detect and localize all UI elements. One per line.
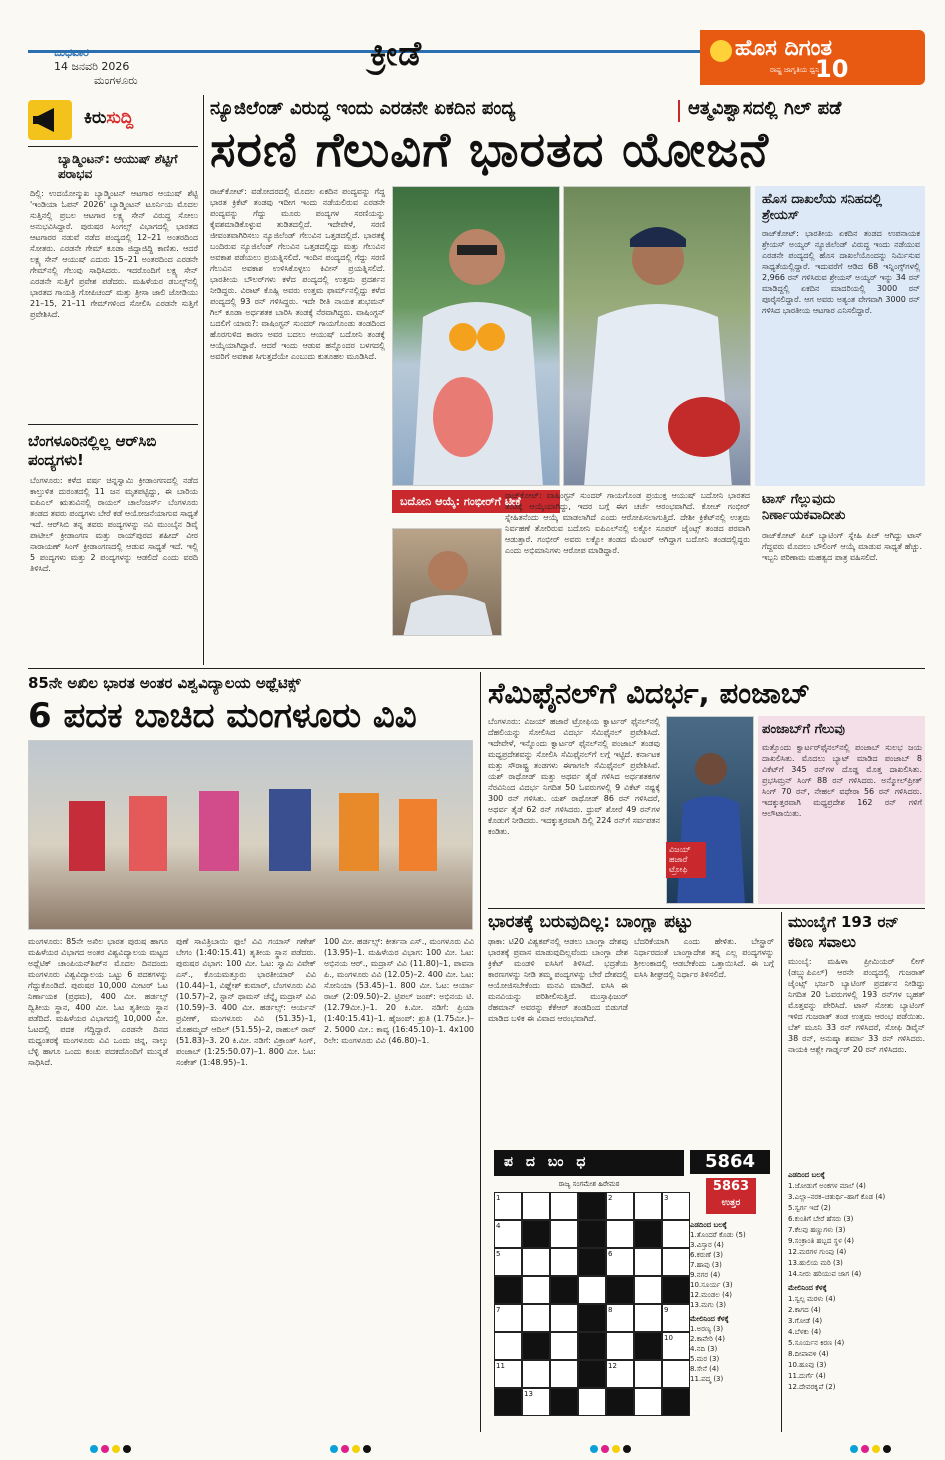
crossword-cell [634, 1332, 662, 1360]
crossword-cell[interactable] [522, 1304, 550, 1332]
lead-kicker: ನ್ಯೂಜಿಲೆಂಡ್ ವಿರುದ್ಧ ಇಂದು ಎರಡನೇ ಏಕದಿನ ಪಂದ್ಯ [210, 98, 516, 119]
crossword-cell [550, 1276, 578, 1304]
crossword-title: ಪ ದ ಬಂ ಧ [494, 1150, 684, 1176]
answer-label: ಉತ್ತರ [721, 1198, 741, 1208]
crossword-clue: 4.ಬೆಳಕು (4) [788, 1328, 822, 1336]
day-label: ಬುಧವಾರ [54, 46, 89, 59]
section-title: ಕ್ರೀಡೆ [370, 34, 423, 74]
crossword-clue: 1.ತೊಂದರೆ ಕೊಡು (5) [690, 1231, 746, 1239]
crossword-cell[interactable] [662, 1248, 690, 1276]
cmyk-marks-far [850, 1438, 894, 1457]
story2-title: ಬೆಂಗಳೂರಿನಲ್ಲಿಲ್ಲ ಆರ್‌ಸಿಬಿ ಪಂದ್ಯಗಳು! [28, 432, 157, 469]
clues-right [788, 1181, 925, 1280]
crossword-cell[interactable]: 10 [662, 1332, 690, 1360]
crossword-clue: 12.ದೇವರಕೃಪೆ (2) [788, 1383, 836, 1391]
crossword-clue: 11.ಪದ್ಮ (3) [690, 1375, 724, 1383]
section-rule [28, 668, 925, 669]
kohli-figure [393, 187, 560, 486]
crossword-cell [578, 1332, 606, 1360]
edition-date [54, 46, 138, 88]
runners-figure [29, 741, 473, 930]
crossword-clue: 5.ಸ್ವರ್ಗ ಇದೆ (2) [788, 1204, 831, 1212]
crossword-cell [494, 1388, 522, 1416]
crossword-cell[interactable] [522, 1276, 550, 1304]
kiru-divider-2 [28, 424, 198, 425]
crossword-cell[interactable]: 7 [494, 1304, 522, 1332]
crossword-clue: 11.ದುರ್ಗೆ (4) [788, 1372, 826, 1380]
suddi-label: ಸುದ್ದಿ [106, 108, 134, 128]
crossword-clue: 6.ಕುಂತಿಗೆ ಬೇರೆ ಹೆಸರು (3) [788, 1215, 854, 1223]
story2-body: ಬೆಂಗಳೂರು: ಕಳೆದ ವರ್ಷ ಚಿನ್ನಸ್ವಾಮಿ ಕ್ರೀಡಾಂಗಣದಲ್ಲಿ ನಡೆದ ಕಾಲ್ತುಳಿತ ದುರಂತದಲ್ಲಿ 11 ಜನ ಮೃತಪಟ್ಟಿದ್ದು, ಈ ಬಾರಿಯ ಐಪಿಎಲ್ ಋತುವಿನಲ್ಲಿ ರಾಯಲ್ ಚಾಲೆಂಜರ್ಸ್ ಬೆಂಗಳೂರು ತಂಡದ ತವರು ಪಂದ್ಯಗಳು ಬೇರೆ ಕಡೆ ಆಯೋಜನೆಯಾಗುವ ಸಾಧ್ಯತೆ ಇದೆ. ಆರ್‌ಸಿಬಿ ತನ್ನ ತವರು ಪಂದ್ಯಗಳನ್ನು ನವಿ ಮುಂಬೈನ ಡಿವೈ ಪಾಟೀಲ್ ಕ್ರೀಡಾಂಗಣ ಮತ್ತು ರಾಯ್‌ಪುರದ ಶಹೀದ್ ವೀರ ನಾರಾಯಣ್ ಸಿಂಗ್ ಕ್ರೀಡಾಂಗಣದಲ್ಲಿ ಆಡುವ ಸಾಧ್ಯತೆ ಇದೆ. ಇಲ್ಲಿ 5 ಪಂದ್ಯಗಳು ಮತ್ತು 2 ಪಂದ್ಯಗಳನ್ನು ಆಡಲಿದೆ ಎಂದು ವರದಿ ತಿಳಿಸಿದೆ. [30, 476, 198, 573]
crossword-cell[interactable] [494, 1332, 522, 1360]
crossword-clue: 8.ದೀಪಾವಳಿ (4) [788, 1350, 829, 1358]
down-clues [690, 1324, 780, 1384]
crossword-cell[interactable]: 3 [662, 1192, 690, 1220]
crossword-number: 5864 [690, 1150, 770, 1174]
crossword-cell[interactable] [606, 1220, 634, 1248]
crossword-cell [662, 1276, 690, 1304]
section-rule-2 [488, 908, 925, 909]
crossword-cell[interactable] [634, 1360, 662, 1388]
crossword-clue: 5.ಸೂರ್ಯನ ಕಿರಣ (4) [788, 1339, 845, 1347]
crossword-cell[interactable] [522, 1360, 550, 1388]
clues-right2 [788, 1294, 925, 1393]
crossword-clue: 7.ಹಾವು (3) [690, 1261, 722, 1269]
crossword-clues-right [788, 1170, 925, 1430]
crossword-clue: 9.ಸಂಕ್ರಾಂತಿ ಹಬ್ಬದ ಸ್ಥಳ (4) [788, 1237, 854, 1245]
crossword-cell [578, 1248, 606, 1276]
date-label: 14 ಜನವರಿ 2026 [54, 60, 130, 73]
bangla-body: ಢಾಕಾ: ಟಿ20 ವಿಶ್ವಕಪ್‌ನಲ್ಲಿ ಆಡಲು ಬಾಂಗ್ಲಾ ದೇಶವು ಭಾರತಕ್ಕೆ ಪ್ರವಾಸ ಮಾಡುವುದಿಲ್ಲವೆಂದು ಬಾಂಗ್ಲಾ ದೇಶ ಕ್ರಿಕೆಟ್ ಮಂಡಳಿ ಐಸಿಸಿಗೆ ತಿಳಿಸಿದೆ. ಭದ್ರತೆಯ ಕಾರಣಗಳನ್ನು ನೀಡಿ ತಮ್ಮ ಪಂದ್ಯಗಳನ್ನು ಬೇರೆ ದೇಶದಲ್ಲಿ ಆಯೋಜಿಸಬೇಕೆಂದು ಮನವಿ ಮಾಡಿದೆ. ಐಸಿಸಿ ಈ ಮನವಿಯನ್ನು ಪರಿಶೀಲಿಸುತ್ತಿದೆ. ಮುಸ್ತಾಫಿಜುರ್ ರೆಹಮಾನ್ ಅವರನ್ನು ಕೆಕೆಆರ್ ತಂಡದಿಂದ ಬಿಡುಗಡೆ ಮಾಡಿದ ಬಳಿಕ ಈ ವಿವಾದ ಆರಂಭವಾಗಿದೆ. [488, 937, 628, 1023]
across-clues [690, 1230, 780, 1310]
crossword-cell[interactable] [634, 1192, 662, 1220]
mumbai-body: ಮುಂಬೈ: ಮಹಿಳಾ ಪ್ರೀಮಿಯರ್ ಲೀಗ್ (ಡಬ್ಲ್ಯುಪಿಎಲ್) ಆರನೇ ಪಂದ್ಯದಲ್ಲಿ ಗುಜರಾತ್ ಜೈಂಟ್ಸ್ ಭರ್ಜರಿ ಬ್ಯಾಟಿಂಗ್ ಪ್ರದರ್ಶನ ನೀಡಿದ್ದು ನಿಗದಿತ 20 ಓವರುಗಳಲ್ಲಿ 193 ರನ್‌ಗಳ ಬೃಹತ್ ಮೊತ್ತವನ್ನು ಪೇರಿಸಿದೆ. ಟಾಸ್ ಸೋತು ಬ್ಯಾಟಿಂಗ್ ಇಳಿದ ಗುಜರಾತ್ ತಂಡ ಉತ್ತಮ ಆರಂಭ ಪಡೆಯಿತು. ಬೆತ್ ಮೂನಿ 33 ರನ್ ಗಳಿಸಿದರೆ, ಸೋಫಿ ಡಿವೈನ್ 38 ರನ್, ಅನುಷ್ಕಾ ಶರ್ಮಾ 33 ರನ್ ಗಳಿಸಿದರು. ನಾಯಕಿ ಆಶ್ಲೇ ಗಾರ್ಡ್ನರ್ 20 ರನ್ ಗಳಿಸಿದರು. [788, 957, 925, 1054]
answer-number: 5863 [712, 1179, 750, 1194]
punjab-title: ಪಂಜಾಬ್‌ಗೆ ಗೆಲುವು [762, 722, 845, 737]
semi-photo-tag: ವಿಜಯ್ ಹಜಾರೆ ಟ್ರೋಫಿ [666, 842, 706, 878]
semi-body: ಬೆಂಗಳೂರು: ವಿಜಯ್ ಹಜಾರೆ ಟ್ರೋಫಿಯ ಕ್ವಾರ್ಟರ್ ಫೈನಲ್‌ನಲ್ಲಿ ದೆಹಲಿಯನ್ನು ಸೋಲಿಸಿದ ವಿದರ್ಭ ಸೆಮಿಫೈನಲ್ ಪ್ರವೇಶಿಸಿದೆ. ಇದೇವೇಳೆ, ಇನ್ನೊಂದು ಕ್ವಾರ್ಟರ್ ಫೈನಲ್‌ನಲ್ಲಿ ಪಂಜಾಬ್ ತಂಡವು ಮಧ್ಯಪ್ರದೇಶವನ್ನು ಸೋಲಿಸಿ ಸೆಮಿಫೈನಲ್‌ಗೆ ಲಗ್ಗೆ ಇಟ್ಟಿದೆ. ಕರ್ನಾಟಕ ಮತ್ತು ಸೌರಾಷ್ಟ್ರ ತಂಡಗಳು ಈಗಾಗಲೇ ಸೆಮಿಫೈನಲ್ ಪ್ರವೇಶಿಸಿವೆ. ಯಶ್ ರಾಥೋಡ್ ಮತ್ತು ಅಥರ್ವ ತೈಡೆ ಗಳಿಸಿದ ಅರ್ಧಶತಕಗಳ ನೆರವಿನಿಂದ ವಿದರ್ಭ ನಿಗದಿತ 50 ಓವರುಗಳಲ್ಲಿ 9 ವಿಕೆಟ್ ನಷ್ಟಕ್ಕೆ 300 ರನ್ ಗಳಿಸಿತು. ಯಶ್ ರಾಥೋಡ್ 86 ರನ್ ಗಳಿಸಿದರೆ, ಅಥರ್ವ ತೈಡೆ 62 ರನ್ ಗಳಿಸಿದರು. ಧ್ರುವ್ ಶೋರೆ 49 ರನ್‌ಗಳ ಕೊಡುಗೆ ನೀಡಿದರು. ಇದಕ್ಕುತ್ತರವಾಗಿ ದಿಲ್ಲಿ 224 ರನ್‌ಗೆ ಸರ್ವಪತನ ಕಂಡಿತು. [488, 717, 660, 836]
crossword-clue: 12.ಮರಗಳ ಗುಂಪು (4) [788, 1248, 847, 1256]
crossword-cell[interactable]: 5 [494, 1248, 522, 1276]
crossword-grid[interactable] [494, 1192, 690, 1416]
across-label: ಎಡದಿಂದ ಬಲಕ್ಕೆ [690, 1221, 727, 1229]
badoni-figure [393, 529, 502, 636]
iyer-body: ರಾಜ್‌ಕೋಟ್: ಭಾರತೀಯ ಏಕದಿನ ತಂಡದ ಉಪನಾಯಕ ಶ್ರೇಯಸ್ ಅಯ್ಯರ್ ನ್ಯೂಜಿಲೆಂಡ್ ವಿರುದ್ಧ ಇಂದು ನಡೆಯುವ ಎರಡನೇ ಪಂದ್ಯದಲ್ಲಿ ಹೊಸ ದಾಖಲೆಯೊಂದನ್ನು ನಿರ್ಮಿಸುವ ಸಾಧ್ಯತೆಯಲ್ಲಿದ್ದಾರೆ. ಇದುವರೆಗೆ ಆಡಿದ 68 ಇನ್ನಿಂಗ್ಸ್‌ಗಳಲ್ಲಿ 2,966 ರನ್ ಗಳಿಸಿರುವ ಶ್ರೇಯಸ್ ಅಯ್ಯರ್ ಇನ್ನು 34 ರನ್ ಮಾಡಿದ್ದಲ್ಲಿ ಏಕದಿನ ಮಾದರಿಯಲ್ಲಿ 3000 ರನ್ ಪೂರೈಸಲಿದ್ದಾರೆ. ಆಗ ಅವರು ಅತ್ಯಂತ ವೇಗವಾಗಿ 3000 ರನ್ ಗಳಿಸಿದ ಭಾರತೀಯ ಆಟಗಾರ ಎನಿಸಲಿದ್ದಾರೆ. [762, 229, 920, 315]
crossword-cell[interactable] [606, 1332, 634, 1360]
crossword-cell [522, 1332, 550, 1360]
crossword-clue: 12.ಮಂಡಲ (4) [690, 1291, 733, 1299]
kiru-label: ಕಿರು [84, 108, 107, 128]
rahul-figure [564, 187, 751, 486]
athletics-headline: 6 ಪದಕ ಬಾಚಿದ ಮಂಗಳೂರು ವಿವಿ [28, 696, 417, 736]
crossword-cell [550, 1388, 578, 1416]
crossword-cell[interactable]: 1 [494, 1192, 522, 1220]
crossword-cell [606, 1388, 634, 1416]
crossword-cell[interactable] [550, 1360, 578, 1388]
crossword-cell[interactable] [522, 1192, 550, 1220]
crossword-cell[interactable] [550, 1248, 578, 1276]
badoni-photo [392, 528, 502, 636]
crossword-cell [522, 1220, 550, 1248]
crossword-cell [606, 1276, 634, 1304]
crossword-clue: 3.ವಿಸ್ತಾರ (4) [690, 1241, 724, 1249]
crossword-cell [494, 1276, 522, 1304]
cmyk-marks-mid [330, 1438, 374, 1457]
cmyk-marks-left [90, 1438, 134, 1457]
city-label: ಮಂಗಳೂರು [94, 74, 138, 87]
crossword-cell[interactable]: 9 [662, 1304, 690, 1332]
story1-title: ಬ್ಯಾಡ್ಮಿಂಟನ್: ಆಯುಷ್ ಶೆಟ್ಟಿಗೆ ಪರಾಭವ [58, 152, 178, 181]
crossword-cell[interactable] [522, 1248, 550, 1276]
crossword-cell[interactable]: 8 [606, 1304, 634, 1332]
crossword-clue: 8.ಸೇನೆ (4) [690, 1365, 720, 1373]
crossword-cell[interactable]: 13 [522, 1388, 550, 1416]
clues-right2-label: ಮೇಲಿನಿಂದ ಕೆಳಕ್ಕೆ [788, 1284, 827, 1292]
crossword-cell [578, 1192, 606, 1220]
crossword-clue: 14.ನೀರು ಹರಿಯುವ ಜಾಗ (4) [788, 1270, 862, 1278]
crossword-cell[interactable] [550, 1192, 578, 1220]
crossword-cell[interactable]: 4 [494, 1220, 522, 1248]
crossword-clues-left [690, 1220, 780, 1430]
kiru-suddi-title [84, 108, 133, 128]
crossword-cell[interactable] [662, 1220, 690, 1248]
crossword-clue: 13.ಹುಲಿಯ ಮರಿ (3) [788, 1259, 843, 1267]
crossword-clue: 5.ಮರ (3) [690, 1355, 720, 1363]
kiru-divider [28, 146, 198, 147]
crossword-cell[interactable] [578, 1276, 606, 1304]
inset-body: ರಾಜ್‌ಕೋಟ್: ವಾಷಿಂಗ್ಟನ್ ಸುಂದರ್ ಗಾಯಗೊಂಡ ಪ್ರಯುಕ್ತ ಆಯುಷ್ ಬದೋನಿ ಭಾರತದ ತಂಡಕ್ಕೆ ಆಯ್ಕೆಯಾಗಿದ್ದು, ಇದರ ಬಗ್ಗೆ ಈಗ ಚರ್ಚೆ ಆರಂಭವಾಗಿದೆ. ಕೋಚ್ ಗಂಭೀರ್ ಸ್ನೇಹಿತನೆಂದು ಆಯ್ಕೆ ಮಾಡಲಾಗಿದೆ ಎಂದು ಆರೋಪಿಸಲಾಗುತ್ತಿದೆ. ದೇಶೀ ಕ್ರಿಕೆಟ್‌ನಲ್ಲಿ ಉತ್ತಮ ನಿರ್ವಹಣೆ ತೋರಿರುವ ಬದೋನಿ ಐಪಿಎಲ್‌ನಲ್ಲಿ ಲಕ್ನೋ ಸೂಪರ್ ಜೈಂಟ್ಸ್ ತಂಡದ ಪರವಾಗಿ ಆಡುತ್ತಾರೆ. ಗಂಭೀರ್ ಅವರು ಲಕ್ನೋ ತಂಡದ ಮೆಂಟರ್ ಆಗಿದ್ದಾಗ ಬದೋನಿ ತಂಡದಲ್ಲಿದ್ದರು ಎಂದು ಅಭಿಮಾನಿಗಳು ಆರೋಪ ಮಾಡಿದ್ದಾರೆ. [505, 491, 750, 555]
crossword-cell[interactable] [634, 1248, 662, 1276]
inset-caption: ಬದೋನಿ ಆಯ್ಕೆ: ಗಂಭೀರ್‌ಗೆ ಟೀಕೆ [392, 490, 560, 513]
crossword-cell [578, 1220, 606, 1248]
page-number: 10 [815, 55, 849, 83]
toss-body: ರಾಜ್‌ಕೋಟ್ ಪಿಚ್ ಬ್ಯಾಟಿಂಗ್ ಸ್ನೇಹಿ ಪಿಚ್ ಆಗಿದ್ದು ಟಾಸ್ ಗೆದ್ದವರು ಮೊದಲು ಬೌಲಿಂಗ್ ಆಯ್ಕೆ ಮಾಡುವ ಸಾಧ್ಯತೆ ಹೆಚ್ಚು. ಇಬ್ಬನಿ ಪರಿಣಾಮ ಮಹತ್ವದ ಪಾತ್ರ ವಹಿಸಲಿದೆ. [762, 531, 922, 562]
sun-logo-icon [710, 40, 732, 62]
column-rule [203, 95, 204, 665]
iyer-title: ಹೊಸ ದಾಖಲೆಯ ಸನಿಹದಲ್ಲಿ ಶ್ರೇಯಸ್ [762, 192, 883, 223]
rahul-photo [563, 186, 751, 486]
mumbai-headline: ಮುಂಬೈಗೆ 193 ರನ್ ಕಠಿಣ ಸವಾಲು [788, 913, 899, 951]
crossword-clue: 7.ಕೆಲವು ಹಣ್ಣುಗಳು (3) [788, 1226, 846, 1234]
column-rule-3 [781, 912, 782, 1432]
crossword-cell [662, 1388, 690, 1416]
crossword-clue: 13.ಮಗು (3) [690, 1301, 726, 1309]
masthead [0, 0, 945, 92]
crossword-clue: 4.ನದಿ (3) [690, 1345, 718, 1353]
crossword-cell [634, 1220, 662, 1248]
athletics-col1: ಮಂಗಳೂರು: 85ನೇ ಅಖಿಲ ಭಾರತ ಪುರುಷ ಹಾಗೂ ಮಹಿಳೆಯರ ವಿಭಾಗದ ಅಂತರ ವಿಶ್ವವಿದ್ಯಾಲಯ ಮಟ್ಟದ ಅಥ್ಲೆಟಿಕ್ ಚಾಂಪಿಯನ್‌ಶಿಪ್‌ನ ಮೊದಲ ದಿನದಂದು ಮಂಗಳೂರು ವಿಶ್ವವಿದ್ಯಾಲಯ ಒಟ್ಟು 6 ಪದಕಗಳನ್ನು ಗೆದ್ದುಕೊಂಡಿದೆ. ಪುರುಷರ 10,000 ಮೀಟರ್ ಓಟ ನಿರ್ಣಾಯಕ (ಪ್ರಥಮ), 400 ಮೀ. ಹರ್ಡಲ್ಸ್ ದ್ವಿತೀಯ ಸ್ಥಾನ, 400 ಮೀ. ಓಟ ತೃತೀಯ ಸ್ಥಾನ ಪಡೆದಿದೆ. ಮಹಿಳೆಯರ ವಿಭಾಗದಲ್ಲಿ 10,000 ಮೀ. ಓಟದಲ್ಲಿ ಪದಕ ಗೆದ್ದಿದ್ದಾರೆ. ಎರಡನೇ ದಿನದ ಮಧ್ಯಂತರಕ್ಕೆ ಮಂಗಳೂರು ವಿವಿ ಒಂದು ಚಿನ್ನ, ನಾಲ್ಕು ಬೆಳ್ಳಿ ಹಾಗೂ ಒಂದು ಕಂಚು ಪದಕದೊಂದಿಗೆ ಮುನ್ನಡೆ ಸಾಧಿಸಿದೆ. [28, 937, 168, 1067]
punjab-body: ಮತ್ತೊಂದು ಕ್ವಾರ್ಟರ್‌ಫೈನಲ್‌ನಲ್ಲಿ ಪಂಜಾಬ್ ಸುಲಭ ಜಯ ದಾಖಲಿಸಿತು. ಮೊದಲು ಬ್ಯಾಟ್ ಮಾಡಿದ ಪಂಜಾಬ್ 8 ವಿಕೆಟ್‌ಗೆ 345 ರನ್‌ಗಳ ದೊಡ್ಡ ಮೊತ್ತ ದಾಖಲಿಸಿತು. ಪ್ರಭಸಿಮ್ರನ್ ಸಿಂಗ್ 88 ರನ್ ಗಳಿಸಿದರು. ಅನ್ಮೋಲ್‌ಪ್ರೀತ್ ಸಿಂಗ್ 70 ರನ್, ನೇಹಲ್ ವಧೇರಾ 56 ರನ್ ಗಳಿಸಿದರು. ಇದಕ್ಕುತ್ತರವಾಗಿ ಮಧ್ಯಪ್ರದೇಶ 162 ರನ್ ಗಳಿಗೆ ಆಲೌಟಾಯಿತು. [762, 743, 922, 818]
kiru-suddi-badge [28, 100, 72, 140]
crossword-clue: 3.ಗೋಡೆ (4) [788, 1317, 823, 1325]
athletics-photo [28, 740, 473, 930]
brand-tagline: ರಾಷ್ಟ್ರ ಜಾಗೃತಿಯ ಧ್ವನಿ [770, 66, 820, 74]
crossword-cell[interactable] [634, 1388, 662, 1416]
toss-title: ಟಾಸ್ ಗೆಲ್ಲುವುದು ನಿರ್ಣಾಯಕವಾದೀತು [762, 492, 846, 523]
athletics-col2: ಪುಣೆ ಸಾವಿತ್ರಿಬಾಯಿ ಫುಲೆ ವಿವಿ ಗಯಾಸ್ ಗಣೇಶ್ ಬೇಗಂ (1:40:15.41) ತೃತೀಯ ಸ್ಥಾನ ಪಡೆದರು. ಪುರುಷರ ವಿಭಾಗ: 100 ಮೀ. ಓಟ: ಸ್ವಾಮಿ ವಿವೇಕ್ ಎಸ್., ಕೊಯಮತ್ತೂರು ಭಾರತೀಯಾರ್ ವಿವಿ (10.44)–1, ವಿಘ್ನೇಶ್ ಕುಮಾರ್, ಬೆಂಗಳೂರು ವಿವಿ (10.57)–2, ಸ್ಟಾನ್ ಥಾಮಸ್ ಚೆನ್ನೈ ಮದ್ರಾಸ್ ವಿವಿ (10.59)–3. 400 ಮೀ. ಹರ್ಡಲ್ಸ್: ಆರ್ಯನ್ ಪ್ರವೀಣ್, ಮಂಗಳೂರು ವಿವಿ (51.35)–1, ಮೊಹಮ್ಮದ್ ಆದಿಲ್ (51.55)–2, ರಾಹುಲ್ ರಾವ್ (51.83)–3. 20 ಕಿ.ಮೀ. ನಡಿಗೆ: ವಿಕ್ರಾಂತ್ ಸಿಂಗ್, ಪಂಜಾಬ್ (1:25:50.07)–1. 800 ಮೀ. ಓಟ: ಸಂಕೇತ್ (1:48.95)–1. [176, 937, 316, 1067]
crossword-cell[interactable]: 6 [606, 1248, 634, 1276]
kohli-photo [392, 186, 560, 486]
crossword-subtitle: ರಾಜ್ಯ ಸಂಗಮೇಶ ಹಿರೇಮಠ [558, 1180, 620, 1188]
crossword-clue: 10.ಹೂವು (3) [788, 1361, 827, 1369]
lead-headline: ಸರಣಿ ಗೆಲುವಿಗೆ ಭಾರತದ ಯೋಜನೆ [210, 122, 769, 178]
crossword-cell[interactable] [550, 1332, 578, 1360]
answer-badge [706, 1178, 756, 1214]
crossword-cell[interactable] [550, 1304, 578, 1332]
crossword-cell[interactable] [550, 1220, 578, 1248]
crossword-cell[interactable]: 11 [494, 1360, 522, 1388]
crossword-clue: 3.ಎಲ್ಲಾ–ನರಕ–ಚತುರ್ಥಿ–ಹಾಗೆ ಕೊಡ (4) [788, 1193, 886, 1201]
lead-body: ರಾಜ್‌ಕೋಟ್: ವಡೋದರದಲ್ಲಿ ಮೊದಲ ಏಕದಿನ ಪಂದ್ಯವನ್ನು ಗೆದ್ದ ಭಾರತ ಕ್ರಿಕೆಟ್ ತಂಡವು ಇದೀಗ ಇಂದು ನಡೆಯಲಿರುವ ಎರಡನೇ ಪಂದ್ಯವನ್ನು ಗೆದ್ದು ಮೂರು ಪಂದ್ಯಗಳ ಸರಣಿಯನ್ನು ಕೈವಶಮಾಡಿಕೊಳ್ಳುವ ತುಡಿತದಲ್ಲಿದೆ. ಇದೇವೇಳೆ, ಸರಣಿ ಜೀವಂತವಾಗಿರಿಸಲು ನ್ಯೂಜಿಲೆಂಡ್ ಗೆಲುವಿನ ಒತ್ತಡದಲ್ಲಿದೆ. ಭಾರತಕ್ಕೆ ಬಂದಿರುವ ನ್ಯೂಜಿಲೆಂಡ್ ಗೆಲುವಿನ ಒತ್ತಡದಲ್ಲಿದ್ದು ಮತ್ತು ಗೆಲುವಿನ ಅವಕಾಶ ಪಡೆಯಲು ಪ್ರಯತ್ನಿಸಲಿದೆ. ಇಂದಿನ ಪಂದ್ಯದಲ್ಲಿ ಗೆದ್ದು ಸರಣಿ ಗೆಲುವಿನ ಅವಕಾಶ ಉಳಿಸಿಕೊಳ್ಳಲು ಕಿವೀಸ್ ಪ್ರಯತ್ನಿಸಲಿದೆ. ಭಾರತೀಯ ಬೌಲರ್‌ಗಳು ಕಳೆದ ಪಂದ್ಯದಲ್ಲಿ ಉತ್ತಮ ಪ್ರದರ್ಶನ ನೀಡಿದ್ದರು. ವಿರಾಟ್ ಕೊಹ್ಲಿ ಅವರು ಉತ್ತಮ ಫಾರ್ಮ್‌ನಲ್ಲಿದ್ದು ಕಳೆದ ಪಂದ್ಯದಲ್ಲಿ 93 ರನ್ ಗಳಿಸಿದ್ದರು. ಇದೇ ರೀತಿ ನಾಯಕ ಶುಭಮನ್ ಗಿಲ್ ಕೂಡಾ ಅರ್ಧಶತಕ ಬಾರಿಸಿ ತಂಡಕ್ಕೆ ನೆರವಾಗಿದ್ದರು. ವಾಷಿಂಗ್ಟನ್ ಬದಲಿಗೆ ಯಾರು?: ವಾಷಿಂಗ್ಟನ್ ಸುಂದರ್ ಗಾಯಗೊಂಡು ತಂಡದಿಂದ ಹೊರಗುಳಿದ ಕಾರಣ ಅವರ ಬದಲು ಆಯುಷ್ ಬದೋನಿ ತಂಡಕ್ಕೆ ಆಯ್ಕೆಯಾಗಿದ್ದಾರೆ. ಆದರೆ ಇಂದು ಆಡುವ ಹನ್ನೊಂದರ ಬಳಗದಲ್ಲಿ ಅವರಿಗೆ ಅವಕಾಶ ಸಿಗುತ್ತದೆಯೇ ಎಂಬುದು ಕುತೂಹಲ ಮೂಡಿಸಿದೆ. [210, 187, 385, 361]
column-rule-2 [480, 672, 481, 1432]
crossword-clue: 2.ಕಾವೇರಿ (4) [690, 1335, 725, 1343]
crossword-cell [578, 1360, 606, 1388]
crossword-clue: 1.ಸ್ವಲ್ಪ ಮರಳು (4) [788, 1295, 836, 1303]
cmyk-marks-right [590, 1438, 634, 1457]
crossword-cell[interactable] [634, 1304, 662, 1332]
lead-kicker-b: ಆತ್ಮವಿಶ್ವಾಸದಲ್ಲಿ ಗಿಲ್ ಪಡೆ [688, 98, 842, 119]
crossword-cell [578, 1304, 606, 1332]
crossword-cell[interactable] [578, 1388, 606, 1416]
kicker-separator [678, 100, 680, 122]
athletics-kicker: 85ನೇ ಅಖಿಲ ಭಾರತ ಅಂತರ ವಿಶ್ವವಿದ್ಯಾಲಯ ಅಥ್ಲೆಟಿಕ್ಸ್ [28, 674, 301, 692]
crossword-clue: 10.ಸೂರ್ಯ (3) [690, 1281, 733, 1289]
crossword-clue: 6.ಕರುಣೆ (3) [690, 1251, 723, 1259]
crossword-cell[interactable] [634, 1276, 662, 1304]
story1-body: ದಿಲ್ಲಿ: ಉದಯೋನ್ಮುಖ ಬ್ಯಾಡ್ಮಿಂಟನ್ ಆಟಗಾರ ಆಯುಷ್ ಶೆಟ್ಟಿ 'ಇಂಡಿಯಾ ಓಪನ್ 2026' ಬ್ಯಾಡ್ಮಿಂಟನ್ ಟೂರ್ನಿಯ ಮೊದಲ ಸುತ್ತಿನಲ್ಲಿ ಪ್ರಬಲ ಆಟಗಾರ ಲಕ್ಷ್ಯ ಸೇನ್ ವಿರುದ್ಧ ಸೋಲು ಅನುಭವಿಸಿದ್ದಾರೆ. ಪುರುಷರ ಸಿಂಗಲ್ಸ್ ವಿಭಾಗದಲ್ಲಿ ಭಾರತದ ಆಟಗಾರರ ನಡುವೆ ನಡೆದ ಪಂದ್ಯದಲ್ಲಿ 12–21 ಅಂತರದಿಂದ ಸೋತರು. ಎರಡನೇ ಗೇಮ್ ಕೂಡಾ ಜಿದ್ದಾಜಿದ್ದಿ ಕಾಣಿತು. ಆದರೆ ಲಕ್ಷ್ಯ ಸೇನ್ ಆಯುಷ್ ಎದುರು 15–21 ಅಂತರದಿಂದ ಎರಡನೇ ಗೇಮ್‌ನಲ್ಲಿ ಗೆಲುವು ಸಾಧಿಸಿದರು. ಇದರೊಂದಿಗೆ ಲಕ್ಷ್ಯ ಸೇನ್ ಎರಡನೇ ಸುತ್ತಿಗೆ ಪ್ರವೇಶ ಪಡೆದರು. ಮಹಿಳೆಯರ ಡಬಲ್ಸ್‌ನಲ್ಲಿ ಭಾರತದ ಗಾಯತ್ರಿ ಗೋಪಿಚಂದ್ ಮತ್ತು ತ್ರೀಸಾ ಜಾಲಿ ಜೋಡಿಯು 21–15, 21–11 ಗೇಮ್‌ಗಳಿಂದ ಸೋಲಿಸಿ ಎರಡನೇ ಸುತ್ತಿಗೆ ಪ್ರವೇಶಿಸಿದೆ. [30, 189, 198, 319]
crossword-clue: 9.ನಗರ (4) [690, 1271, 721, 1279]
brand-name: ಹೊಸ ದಿಗಂತ [735, 36, 833, 61]
crossword-clue: 1.ಅರಣ್ಯ (3) [690, 1325, 724, 1333]
crossword-cell[interactable]: 2 [606, 1192, 634, 1220]
athletics-col3: 100 ಮೀ. ಹರ್ಡಲ್ಸ್: ಕೀರ್ತನಾ ಎಸ್., ಮಂಗಳೂರು ವಿವಿ (13.95)–1. ಮಹಿಳೆಯರ ವಿಭಾಗ: 100 ಮೀ. ಓಟ: ಅಭಿನಯ ಆರ್., ಮದ್ರಾಸ್ ವಿವಿ (11.80)–1, ಪಾವನಾ ಪಿ., ಮಂಗಳೂರು ವಿವಿ (12.05)–2. 400 ಮೀ. ಓಟ: ಸೋನಿಯಾ (53.45)–1. 800 ಮೀ. ಓಟ: ಆರ್ಯಾ ರಾಜ್ (2:09.50)–2. ಟ್ರಿಪಲ್ ಜಂಪ್: ಅಭಿನಯ ಟಿ. (12.79ಮೀ.)–1. 20 ಕಿ.ಮೀ. ನಡಿಗೆ: ಪ್ರಿಯಾ (1:40:15.41)–1. ಹೈಜಂಪ್: ಶ್ರುತಿ (1.75ಮೀ.)–2. 5000 ಮೀ.: ಕಾವ್ಯ (16:45.10)–1. 4x100 ರಿಲೇ: ಮಂಗಳೂರು ವಿವಿ (46.80)–1. [324, 937, 474, 1045]
bangla-body-2: ಬೆದರಿಕೆಯಾಗಿ ಎಂದು ಹೇಳಿತು. ಬೇಸ್ಟ್ರಾರ್ ನಿರ್ಧಾರದಂತೆ ಬಾಂಗ್ಲಾದೇಶ ತನ್ನ ಎಲ್ಲ ಪಂದ್ಯಗಳನ್ನು ಶ್ರೀಲಂಕಾದಲ್ಲಿ ಆಡಬೇಕೆಂದು ಒತ್ತಾಯಿಸಿದೆ. ಈ ಬಗ್ಗೆ ಐಸಿಸಿ ಶೀಘ್ರದಲ್ಲಿ ನಿರ್ಧಾರ ತಿಳಿಸಲಿದೆ. [634, 937, 774, 979]
megaphone-icon [28, 100, 72, 140]
bangla-headline: ಭಾರತಕ್ಕೆ ಬರುವುದಿಲ್ಲ: ಬಾಂಗ್ಲಾ ಪಟ್ಟು [488, 912, 693, 932]
crossword-cell[interactable]: 12 [606, 1360, 634, 1388]
clues-right-label: ಎಡದಿಂದ ಬಲಕ್ಕೆ [788, 1171, 825, 1179]
crossword-cell[interactable] [662, 1360, 690, 1388]
crossword-clue: 1.ಜೋಡುಗೆ ಅಂಕಗಳ ಮಾಲೆ (4) [788, 1182, 866, 1190]
crossword-clue: 2.ಕಾಗದ (4) [788, 1306, 821, 1314]
semi-headline: ಸೆಮಿಫೈನಲ್‌ಗೆ ವಿದರ್ಭ, ಪಂಜಾಬ್ [488, 676, 811, 710]
down-label: ಮೇಲಿನಿಂದ ಕೆಳಕ್ಕೆ [690, 1315, 729, 1323]
